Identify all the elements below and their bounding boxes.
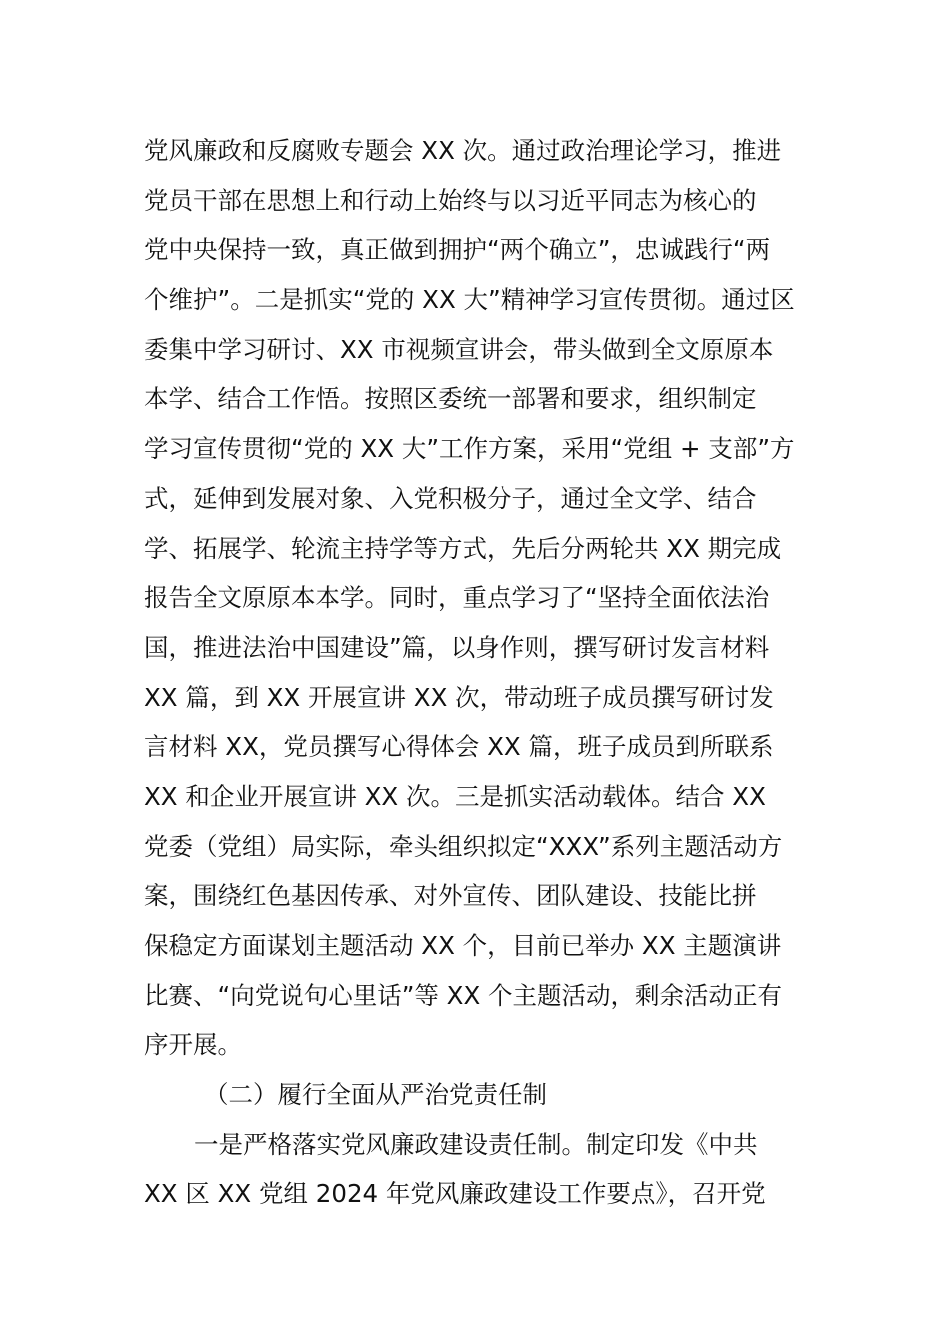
body-line: 报告全文原原本本学。同时，重点学习了“坚持全面依法治 (144, 583, 770, 613)
body-line: 言材料 XX，党员撰写心得体会 XX 篇，班子成员到所联系 (144, 732, 774, 762)
body-line: 序开展。 (144, 1030, 242, 1060)
section-heading: （二）履行全面从严治党责任制 (204, 1080, 547, 1110)
body-line: 党风廉政和反腐败专题会 XX 次。通过政治理论学习，推进 (144, 136, 782, 165)
body-line: 学、拓展学、轮流主持学等方式，先后分两轮共 XX 期完成 (144, 533, 782, 563)
body-line: 委集中学习研讨、XX 市视频宣讲会，带头做到全文原原本 (144, 334, 774, 364)
body-line: XX 和企业开展宣讲 XX 次。三是抓实活动载体。结合 XX (144, 781, 766, 811)
body-line: 案，围绕红色基因传承、对外宣传、团队建设、技能比拼 (144, 881, 757, 911)
body-line: 式，延伸到发展对象、入党积极分子，通过全文学、结合 (144, 483, 757, 513)
body-line: 学习宣传贯彻“党的 XX 大”工作方案，采用“党组 + 支部”方 (144, 434, 795, 464)
document-body (144, 126, 814, 1219)
body-line: 党委（党组）局实际，牵头组织拟定“XXX”系列主题活动方 (144, 831, 783, 861)
body-line: 比赛、“向党说句心里话”等 XX 个主题活动，剩余活动正有 (144, 980, 783, 1010)
body-line: 国，推进法治中国建设”篇，以身作则，撰写研讨发言材料 (144, 632, 770, 662)
body-line: 党员干部在思想上和行动上始终与以习近平同志为核心的 (144, 185, 757, 215)
body-line: XX 篇，到 XX 开展宣讲 XX 次，带动班子成员撰写研讨发 (144, 682, 774, 712)
body-line: 一是严格落实党风廉政建设责任制。制定印发《中共 (194, 1129, 758, 1159)
body-line: 个维护”。二是抓实“党的 XX 大”精神学习宣传贯彻。通过区 (144, 285, 795, 315)
body-line: 党中央保持一致，真正做到拥护“两个确立”，忠诚践行“两 (144, 235, 771, 265)
body-line: XX 区 XX 党组 2024 年党风廉政建设工作要点》，召开党 (144, 1179, 766, 1209)
body-line: 本学、结合工作悟。按照区委统一部署和要求，组织制定 (144, 384, 757, 414)
body-line: 保稳定方面谋划主题活动 XX 个，目前已举办 XX 主题演讲 (144, 931, 782, 960)
